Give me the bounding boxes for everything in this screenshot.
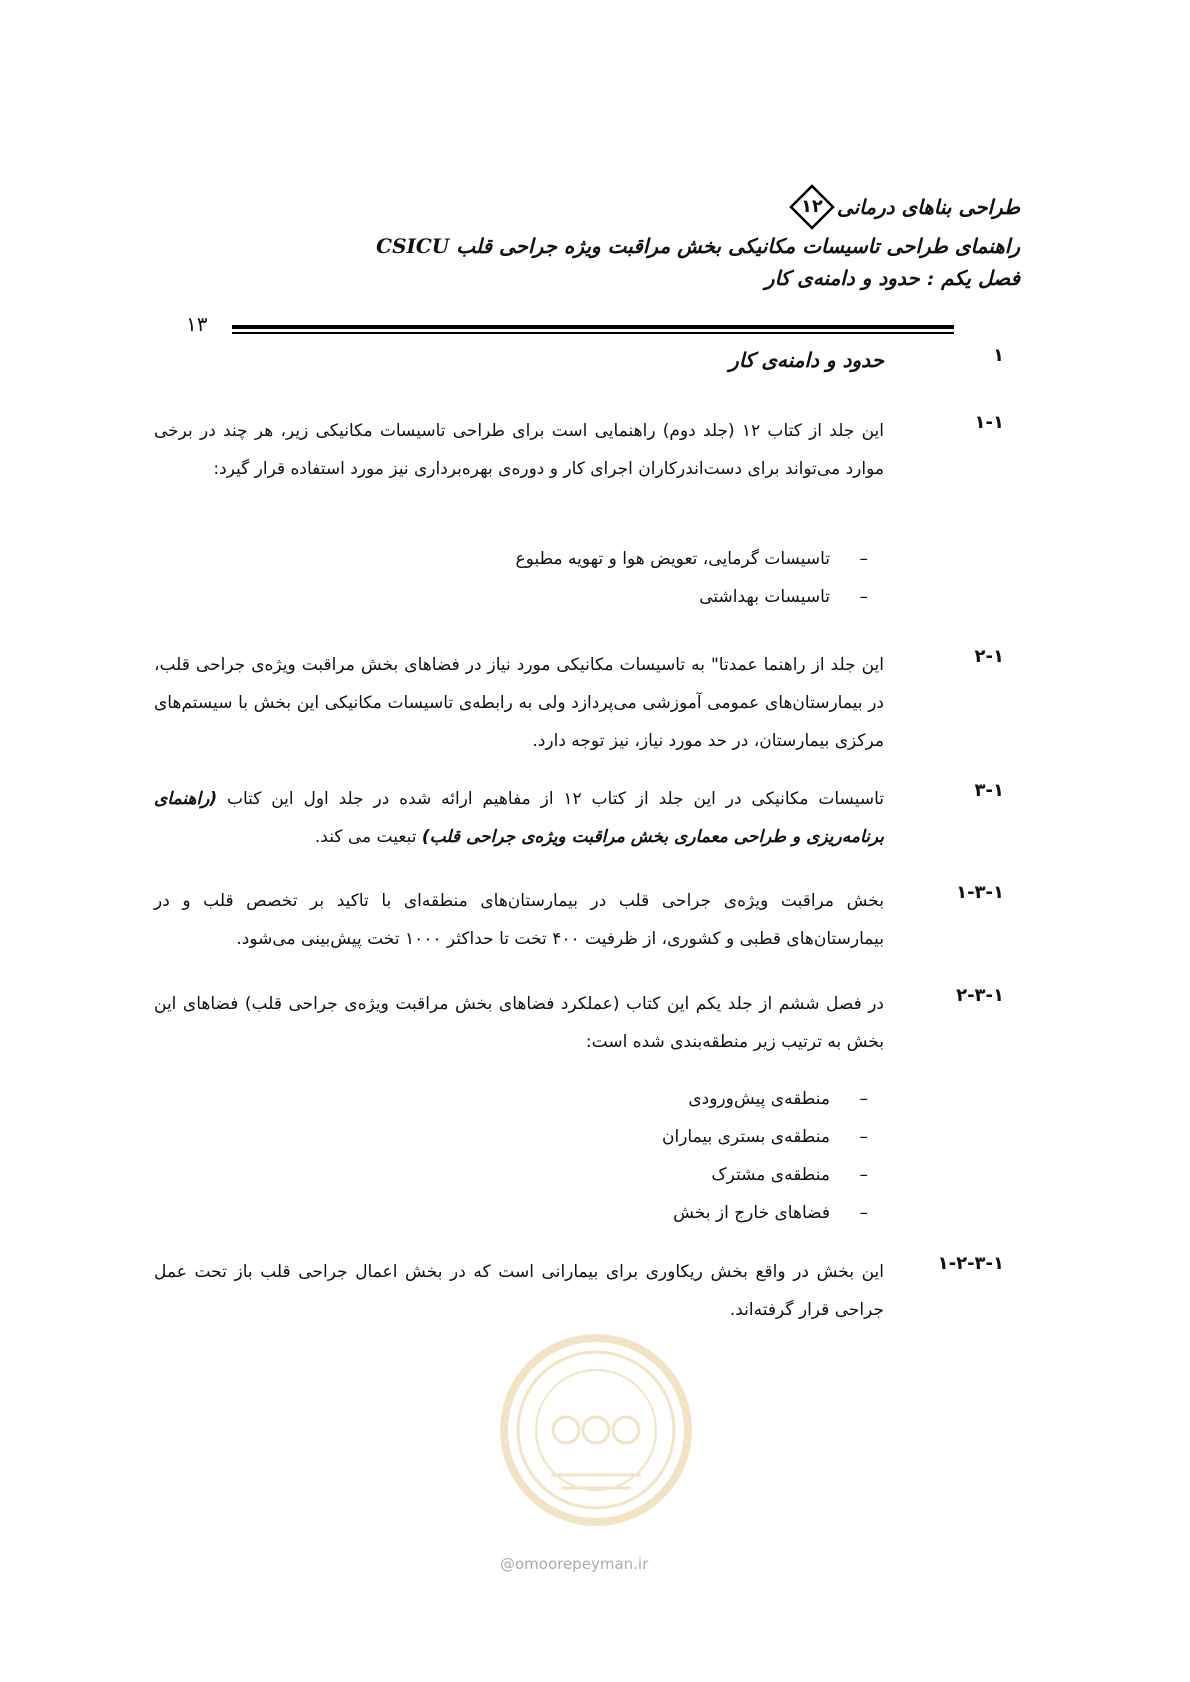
list-item: –منطقه‌ی پیش‌ورودی	[688, 1089, 868, 1109]
chapter-title: فصل یکم : حدود و دامنه‌ی کار	[764, 266, 1020, 290]
book-title-line	[160, 184, 1020, 230]
paragraph-number: ۱-۱	[974, 412, 1004, 433]
page-number: ۱۳	[186, 312, 208, 336]
paragraph-number: ۲-۱	[974, 646, 1004, 667]
paragraph-number: ۱-۲-۳-۱	[937, 1253, 1004, 1274]
list-installations	[516, 540, 868, 616]
header-rule	[232, 325, 954, 334]
referenced-book-title: (راهنمای برنامه‌ریزی و طراحی معماری بخش مراقبت ویژه‌ی جراحی قلب)	[154, 789, 884, 847]
list-item: –منطقه‌ی مشترک	[711, 1165, 868, 1185]
book-title: طراحی بناهای درمانی	[836, 195, 1020, 219]
list-item: –فضاهای خارج از بخش	[673, 1203, 868, 1223]
paragraph-text: در فصل ششم از جلد یکم این کتاب (عملکرد فضاهای بخش مراقبت ویژه‌ی جراحی قلب) فضاهای این بخش به ترتیب زیر منطقه‌بندی شده است:	[154, 994, 884, 1052]
list-item: –منطقه‌ی بستری بیماران	[661, 1127, 868, 1147]
guide-title: راهنمای طراحی تاسیسات مکانیکی بخش مراقبت ویژه جراحی قلب CSICU	[376, 234, 1020, 258]
page-header	[160, 184, 1020, 294]
book-number-badge	[789, 184, 835, 230]
paragraph-text: این جلد از کتاب ۱۲ (جلد دوم) راهنمایی است برای طراحی تاسیسات مکانیکی زیر، هر چند در برخی موارد می‌تواند برای دست‌اندرکاران اجرای کار و دوره‌ی بهره‌برداری نیز مورد استفاده قرار گیرد:	[154, 421, 884, 479]
section-number: ۱	[993, 345, 1004, 366]
paragraph-text: این بخش در واقع بخش ریکاوری برای بیمارانی است که در بخش اعمال جراحی قلب باز تحت عمل جراحی قرار گرفته‌اند.	[154, 1262, 884, 1320]
watermark-seal-icon	[496, 1330, 696, 1530]
section-title: حدود و دامنه‌ی کار	[729, 348, 884, 372]
list-item: –تاسیسات بهداشتی	[699, 587, 868, 607]
paragraph-text: این جلد از راهنما عمدتا" به تاسیسات مکانیکی مورد نیاز در فضاهای بخش مراقبت ویژه‌ی جراحی قلب، در بیمارستان‌های عمومی آموزشی می‌پردازد ولی به رابطه‌ی تاسیسات مکانیکی این بخش با سیستم‌های مرکزی بیمارستان، در حد مورد نیاز، نیز توجه دارد.	[154, 655, 884, 751]
list-item: –تاسیسات گرمایی، تعویض هوا و تهویه مطبوع	[515, 549, 868, 569]
list-zones	[662, 1080, 868, 1232]
paragraph-number: ۱-۳-۱	[956, 882, 1004, 903]
paragraph-text: تاسیسات مکانیکی در این جلد از کتاب ۱۲ از مفاهیم ارائه شده در جلد اول این کتاب (راهنمای برنامه‌ریزی و طراحی معماری بخش مراقبت ویژه‌ی جراحی قلب) تبعیت می کند.	[154, 789, 884, 847]
paragraph-number: ۳-۱	[974, 780, 1004, 801]
book-number: ۱۲	[800, 196, 823, 217]
watermark-text: @omoorepeyman.ir	[500, 1555, 649, 1573]
paragraph-number: ۲-۳-۱	[956, 985, 1004, 1006]
paragraph-text: بخش مراقبت ویژه‌ی جراحی قلب در بیمارستان‌های منطقه‌ای با تاکید بر تخصص قلب و در بیمارستان‌های قطبی و کشوری، از ظرفیت ۴۰۰ تخت تا حداکثر ۱۰۰۰ تخت پیش‌بینی می‌شود.	[154, 891, 884, 949]
